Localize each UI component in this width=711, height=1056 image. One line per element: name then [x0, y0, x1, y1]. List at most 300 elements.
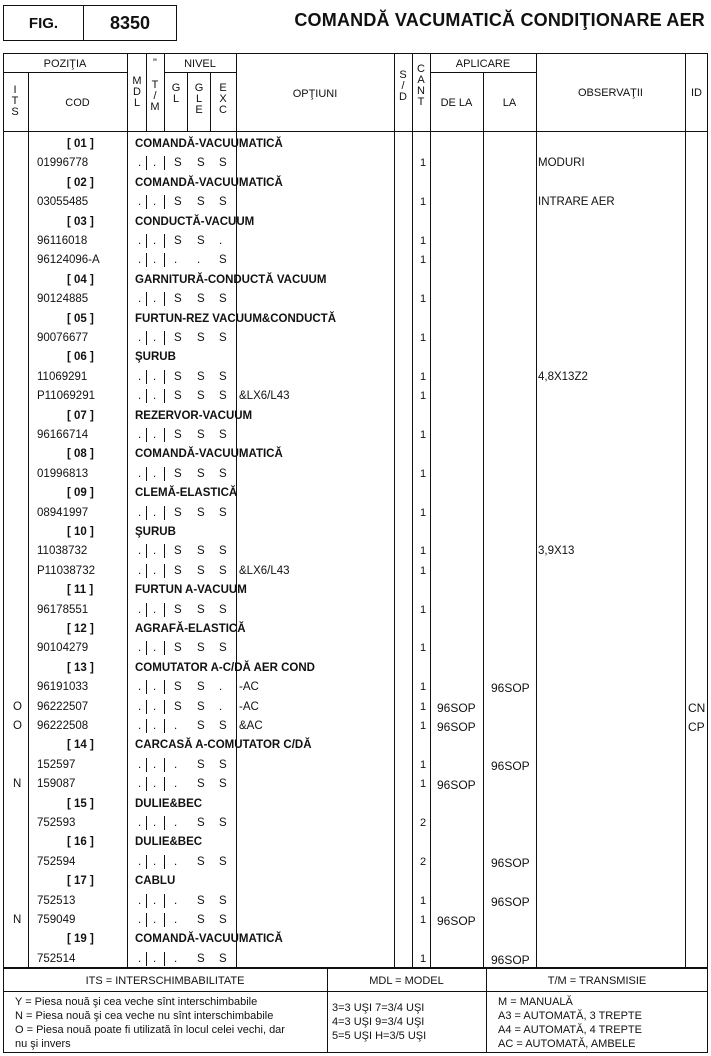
cell-exc: S: [219, 293, 227, 306]
cell-cant: 1: [420, 603, 427, 616]
footer-tm-line-3: A4 = AUTOMATĂ, 4 TREPTE: [498, 1024, 642, 1036]
row-separator: [146, 234, 147, 248]
cell-exc: S: [219, 855, 227, 868]
group-name: AGRAFĂ-ELASTICĂ: [135, 623, 246, 635]
cell-mdl: .: [138, 758, 142, 771]
row-separator: [164, 894, 165, 908]
cell-tm: .: [153, 778, 157, 791]
group-name: ŞURUB: [135, 351, 176, 364]
cell-exc: .: [219, 235, 223, 247]
cell-mdl: .: [138, 370, 142, 383]
cell-cod: 752594: [37, 855, 76, 868]
cell-mdl: .: [138, 855, 142, 868]
footer-mdl-line-1: 3=3 UŞI 7=3/4 UŞI: [332, 1002, 425, 1014]
footer-its-line-4: nu şi invers: [15, 1038, 71, 1050]
group-index: [ 10 ]: [67, 526, 94, 538]
header-dela: DE LA: [440, 97, 473, 109]
cell-optiuni: &LX6/L43: [239, 564, 290, 577]
cell-la: 96SOP: [491, 758, 530, 773]
row-separator: [146, 913, 147, 927]
header-bottom-line: [3, 131, 708, 132]
cell-cant: 1: [420, 758, 427, 771]
group-index: [ 15 ]: [67, 797, 94, 810]
part-row: [0, 289, 711, 308]
group-header-row: [0, 794, 711, 813]
cell-tm: .: [153, 332, 157, 344]
group-name: CONDUCTĂ-VACUUM: [135, 215, 255, 228]
cell-de-la: 96SOP: [437, 720, 476, 734]
row-separator: [146, 389, 147, 403]
row-separator: [164, 719, 165, 733]
row-separator: [236, 506, 237, 520]
cell-tm: .: [153, 196, 157, 209]
footer-its-line-3: O = Piesa nouă poate fi utilizată în locul celei vechi, dar: [15, 1024, 285, 1036]
footer-tm-title: T/M = TRANSMISIE: [547, 975, 647, 987]
row-separator: [146, 719, 147, 733]
row-separator: [146, 506, 147, 520]
cell-gle: S: [197, 506, 205, 519]
cell-exc: S: [219, 370, 227, 383]
cell-gle: S: [197, 681, 205, 694]
group-header-row: [0, 658, 711, 677]
group-index: [ 03 ]: [67, 215, 94, 228]
cell-cant: 2: [420, 817, 427, 829]
cell-cant: 1: [420, 778, 427, 791]
cell-its: N: [13, 914, 22, 926]
cell-cod: 96166714: [37, 429, 89, 441]
cell-cod: 11069291: [37, 370, 88, 383]
cell-exc: S: [219, 603, 227, 616]
part-row: [0, 464, 711, 483]
row-separator: [164, 389, 165, 403]
part-row: [0, 755, 711, 774]
group-header-row: [0, 309, 711, 328]
cell-cant: 1: [420, 293, 427, 306]
group-name: COMANDĂ-VACUUMATICĂ: [135, 448, 283, 461]
cell-la: 96SOP: [491, 681, 530, 696]
cell-gl: .: [174, 720, 178, 732]
row-separator: [236, 952, 237, 966]
cell-its: O: [13, 720, 22, 732]
cell-cant: 1: [420, 700, 427, 713]
cell-gl: S: [174, 429, 182, 441]
row-separator: [146, 564, 147, 578]
row-separator: [236, 719, 237, 733]
header-exc: E X C: [219, 82, 227, 116]
row-separator: [164, 641, 165, 655]
header-tm: " T / M: [150, 57, 160, 113]
cell-la: 96SOP: [491, 952, 530, 967]
row-separator: [146, 428, 147, 442]
cell-cod: 01996813: [37, 467, 89, 480]
cell-cod: 96178551: [37, 603, 89, 616]
cell-tm: .: [153, 642, 157, 655]
cell-tm: .: [153, 254, 157, 267]
cell-exc: S: [219, 506, 227, 519]
cell-exc: S: [219, 390, 227, 403]
cell-cod: 96222507: [37, 700, 89, 713]
row-separator: [164, 603, 165, 617]
cell-cod: P11038732: [37, 564, 95, 577]
cell-la: 96SOP: [491, 894, 530, 909]
part-row: [0, 600, 711, 619]
group-header-row: [0, 173, 711, 192]
group-name: DULIE&BEC: [135, 836, 203, 849]
cell-mdl: .: [138, 254, 142, 267]
group-name: CARCASĂ A-COMUTATOR C/DĂ: [135, 739, 312, 752]
cell-de-la: 96SOP: [437, 700, 476, 715]
footer-its-line-1: Y = Piesa nouă şi cea veche sînt interschimbabile: [15, 996, 258, 1008]
row-separator: [236, 234, 237, 248]
part-row: [0, 891, 711, 910]
cell-tm: .: [153, 894, 157, 907]
cell-gle: S: [197, 235, 205, 247]
cell-mdl: .: [138, 778, 142, 791]
row-separator: [164, 292, 165, 306]
group-index: [ 02 ]: [67, 176, 94, 189]
group-index: [ 01 ]: [67, 138, 94, 150]
row-separator: [236, 253, 237, 267]
cell-exc: S: [219, 545, 227, 558]
cell-cant: 1: [420, 370, 427, 383]
header-gle: G L E: [194, 82, 204, 116]
part-row: [0, 541, 711, 560]
figure-number-box: [83, 5, 177, 41]
figure-number: 8350: [109, 12, 151, 33]
footer-its-line-2: N = Piesa nouă şi cea veche nu sînt interschimbabile: [15, 1010, 274, 1022]
row-separator: [236, 641, 237, 655]
cell-exc: S: [219, 642, 227, 655]
row-separator: [236, 195, 237, 209]
cell-gl: .: [174, 952, 178, 965]
group-index: [ 09 ]: [67, 487, 94, 500]
cell-cod: 11038732: [37, 545, 88, 558]
cell-gle: S: [197, 545, 205, 558]
cell-gl: S: [174, 332, 182, 344]
cell-tm: .: [153, 545, 157, 558]
cell-tm: .: [153, 293, 157, 306]
cell-observatii: 3,9X13: [538, 545, 575, 558]
header-la: LA: [502, 97, 517, 109]
row-separator: [164, 253, 165, 267]
cell-exc: S: [219, 157, 227, 170]
group-header-row: [0, 580, 711, 599]
cell-exc: S: [219, 254, 227, 267]
header-aplicare: APLICARE: [455, 58, 511, 70]
cell-gle: S: [197, 914, 205, 926]
part-row: [0, 192, 711, 211]
row-separator: [164, 195, 165, 209]
row-separator: [164, 331, 165, 345]
part-row: [0, 716, 711, 735]
cell-mdl: .: [138, 157, 142, 170]
cell-its: N: [13, 778, 22, 791]
cell-tm: .: [153, 429, 157, 441]
cell-exc: S: [219, 332, 227, 344]
cell-cod: 96124096-A: [37, 254, 100, 267]
group-name: COMANDĂ-VACUUMATICĂ: [135, 138, 283, 150]
cell-cant: 1: [420, 642, 427, 655]
cell-cod: 90104279: [37, 642, 89, 655]
row-separator: [164, 952, 165, 966]
cell-gl: S: [174, 390, 182, 403]
cell-tm: .: [153, 235, 157, 247]
cell-gl: S: [174, 467, 182, 480]
cell-exc: .: [219, 681, 223, 694]
part-row: [0, 638, 711, 657]
row-separator: [236, 603, 237, 617]
cell-tm: .: [153, 506, 157, 519]
cell-tm: .: [153, 603, 157, 616]
row-separator: [236, 680, 237, 694]
row-separator: [236, 913, 237, 927]
cell-tm: .: [153, 157, 157, 170]
cell-exc: S: [219, 564, 227, 577]
cell-cant: 1: [420, 720, 427, 732]
cell-gl: .: [174, 914, 178, 926]
cell-mdl: .: [138, 564, 142, 577]
cell-mdl: .: [138, 894, 142, 907]
cell-gle: S: [197, 157, 205, 170]
header-observatii: OBSERVAŢII: [577, 87, 643, 99]
cell-gl: .: [174, 254, 178, 267]
group-name: ŞURUB: [135, 526, 176, 538]
group-index: [ 04 ]: [67, 273, 94, 286]
cell-cant: 2: [420, 855, 427, 868]
cell-gl: S: [174, 196, 182, 209]
cell-gl: S: [174, 506, 182, 519]
group-name: CABLU: [135, 875, 176, 888]
col-line-gle: [210, 72, 211, 131]
row-separator: [164, 700, 165, 714]
cell-gle: S: [197, 778, 205, 791]
cell-cant: 1: [420, 506, 427, 519]
cell-cod: 08941997: [37, 506, 89, 519]
cell-gl: S: [174, 370, 182, 383]
row-separator: [146, 544, 147, 558]
group-name: DULIE&BEC: [135, 797, 203, 810]
cell-gle: .: [197, 254, 201, 267]
cell-tm: .: [153, 700, 157, 713]
cell-gle: S: [197, 817, 205, 829]
cell-cod: 90124885: [37, 293, 89, 306]
cell-cant: 1: [420, 332, 427, 344]
cell-de-la: 96SOP: [437, 914, 476, 928]
cell-la: 96SOP: [491, 855, 530, 870]
cell-mdl: .: [138, 506, 142, 519]
group-header-row: [0, 134, 711, 153]
cell-gle: S: [197, 758, 205, 771]
cell-cant: 1: [420, 564, 427, 577]
cell-cant: 1: [420, 390, 427, 403]
cell-id: CN: [688, 700, 706, 715]
group-index: [ 06 ]: [67, 351, 94, 364]
row-separator: [164, 544, 165, 558]
part-row: [0, 153, 711, 172]
cell-tm: .: [153, 681, 157, 694]
footer-mdl-line-2: 4=3 UŞI 9=3/4 UŞI: [332, 1016, 425, 1028]
group-index: [ 13 ]: [67, 661, 94, 674]
group-index: [ 12 ]: [67, 623, 94, 635]
cell-cant: 1: [420, 952, 427, 965]
cell-observatii: INTRARE AER: [538, 196, 615, 209]
header-pozitia: POZIŢIA: [43, 58, 87, 70]
cell-cod: 752513: [37, 894, 76, 907]
part-row: [0, 949, 711, 968]
cell-tm: .: [153, 564, 157, 577]
part-row: [0, 386, 711, 405]
row-separator: [146, 603, 147, 617]
group-header-row: [0, 871, 711, 890]
cell-tm: .: [153, 758, 157, 771]
part-row: [0, 813, 711, 832]
cell-optiuni: -AC: [239, 700, 259, 713]
row-separator: [164, 758, 165, 772]
cell-cod: P11069291: [37, 390, 95, 403]
row-separator: [146, 292, 147, 306]
group-index: [ 08 ]: [67, 448, 94, 461]
cell-mdl: .: [138, 720, 142, 732]
cell-cant: 1: [420, 467, 427, 480]
cell-gl: S: [174, 603, 182, 616]
cell-mdl: .: [138, 952, 142, 965]
row-separator: [164, 156, 165, 170]
cell-cod: 752514: [37, 952, 76, 965]
row-separator: [236, 389, 237, 403]
row-separator: [146, 700, 147, 714]
group-name: CLEMĂ-ELASTICĂ: [135, 487, 238, 500]
row-separator: [164, 855, 165, 869]
cell-mdl: .: [138, 429, 142, 441]
group-index: [ 16 ]: [67, 836, 94, 849]
group-header-row: [0, 270, 711, 289]
row-separator: [146, 680, 147, 694]
cell-gle: S: [197, 894, 205, 907]
cell-tm: .: [153, 390, 157, 403]
col-line-gl: [187, 72, 188, 131]
group-header-row: [0, 832, 711, 851]
group-index: [ 19 ]: [67, 933, 94, 946]
cell-gl: S: [174, 564, 182, 577]
row-separator: [146, 467, 147, 481]
cell-exc: S: [219, 429, 227, 441]
row-separator: [164, 428, 165, 442]
row-separator: [146, 777, 147, 791]
cell-gle: S: [197, 332, 205, 344]
cell-mdl: .: [138, 390, 142, 403]
row-separator: [164, 370, 165, 384]
row-separator: [164, 564, 165, 578]
cell-gl: .: [174, 778, 178, 791]
cell-mdl: .: [138, 817, 142, 829]
header-sd: S / D: [399, 69, 407, 103]
part-row: [0, 852, 711, 871]
footer-tm-line-1: M = MANUALĂ: [498, 996, 573, 1008]
cell-cod: 759049: [37, 914, 76, 926]
row-separator: [236, 855, 237, 869]
page-title: COMANDĂ VACUMATICĂ CONDIŢIONARE AER: [294, 10, 705, 30]
header-line-pozitia: [3, 72, 127, 73]
cell-tm: .: [153, 370, 157, 383]
cell-mdl: .: [138, 545, 142, 558]
row-separator: [236, 700, 237, 714]
row-separator: [236, 428, 237, 442]
group-header-row: [0, 347, 711, 366]
cell-exc: S: [219, 952, 227, 965]
row-separator: [236, 156, 237, 170]
cell-gl: S: [174, 642, 182, 655]
part-row: [0, 367, 711, 386]
cell-tm: .: [153, 952, 157, 965]
header-gl: G L: [171, 82, 181, 105]
group-name: COMANDĂ-VACUUMATICĂ: [135, 933, 283, 946]
part-row: [0, 231, 711, 250]
header-mdl: M D L: [132, 75, 142, 109]
row-separator: [236, 564, 237, 578]
cell-gle: S: [197, 467, 205, 480]
cell-exc: S: [219, 778, 227, 791]
row-separator: [146, 331, 147, 345]
cell-observatii: MODURI: [538, 157, 585, 170]
cell-gle: S: [197, 700, 205, 713]
cell-cant: 1: [420, 157, 427, 170]
footer-tm-line-2: A3 = AUTOMATĂ, 3 TREPTE: [498, 1010, 642, 1022]
row-separator: [146, 253, 147, 267]
cell-tm: .: [153, 720, 157, 732]
part-row: [0, 425, 711, 444]
cell-mdl: .: [138, 603, 142, 616]
cell-gle: S: [197, 390, 205, 403]
row-separator: [236, 370, 237, 384]
cell-tm: .: [153, 467, 157, 480]
cell-cod: 159087: [37, 778, 76, 791]
cell-gl: .: [174, 817, 178, 829]
cell-mdl: .: [138, 681, 142, 694]
cell-id: CP: [688, 720, 705, 734]
cell-optiuni: &AC: [239, 720, 263, 732]
group-name: COMUTATOR A-C/DĂ AER COND: [135, 661, 315, 674]
cell-exc: .: [219, 700, 223, 713]
row-separator: [146, 894, 147, 908]
row-separator: [236, 777, 237, 791]
cell-gle: S: [197, 720, 205, 732]
row-separator: [164, 680, 165, 694]
row-separator: [164, 467, 165, 481]
cell-gl: S: [174, 235, 182, 247]
group-index: [ 14 ]: [67, 739, 94, 752]
part-row: [0, 774, 711, 793]
cell-cant: 1: [420, 894, 427, 907]
cell-mdl: .: [138, 700, 142, 713]
cell-gl: S: [174, 700, 182, 713]
footer-its-title: ITS = INTERSCHIMBABILITATE: [85, 975, 245, 987]
cell-gle: S: [197, 952, 205, 965]
cell-cod: 01996778: [37, 157, 89, 170]
cell-exc: S: [219, 467, 227, 480]
row-separator: [236, 816, 237, 830]
cell-cod: 752593: [37, 817, 76, 829]
row-separator: [146, 952, 147, 966]
cell-exc: S: [219, 758, 227, 771]
col-line-mdl: [146, 53, 147, 131]
cell-cant: 1: [420, 545, 427, 558]
row-separator: [164, 234, 165, 248]
group-index: [ 11 ]: [67, 584, 94, 597]
row-separator: [146, 816, 147, 830]
figure-label-box: [3, 5, 84, 41]
part-row: [0, 503, 711, 522]
cell-its: O: [13, 700, 22, 713]
